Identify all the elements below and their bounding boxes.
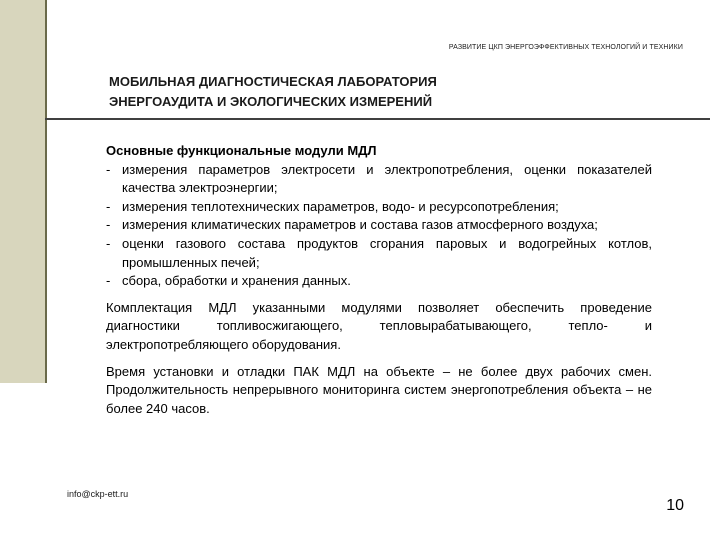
list-item: - измерения теплотехнических параметров, водо- и ресурсопотребления; [106,198,652,217]
title-line-1: МОБИЛЬНАЯ ДИАГНОСТИЧЕСКАЯ ЛАБОРАТОРИЯ [109,74,437,89]
list-item: - оценки газового состава продуктов сгорания паровых и водогрейных котлов, промышленных печей; [106,235,652,272]
page-number: 10 [666,497,684,514]
organization-header: РАЗВИТИЕ ЦКП ЭНЕРГОЭФФЕКТИВНЫХ ТЕХНОЛОГИЙ И ТЕХНИКИ [448,44,683,51]
paragraph-installation: Время установки и отладки ПАК МДЛ на объекте – не более двух рабочих смен. Продолжительность непрерывного мониторинга систем энергопотребления объекта – не более 240 часов. [106,363,652,416]
list-item: - измерения климатических параметров и состава газов атмосферного воздуха; [106,216,652,235]
slide-title [109,72,669,112]
side-decorative-band [0,0,47,383]
title-line-2: ЭНЕРГОАУДИТА И ЭКОЛОГИЧЕСКИХ ИЗМЕРЕНИЙ [109,94,433,109]
contact-email: info@ckp-ett.ru [67,489,129,499]
list-item: - сбора, обработки и хранения данных. [106,272,652,291]
paragraph-configuration: Комплектация МДЛ указанными модулями позволяет обеспечить проведение диагностики топливосжигающего, тепловырабатывающего, тепло- и электропотребляющего оборудования. [106,299,652,352]
module-list [106,161,652,291]
title-divider [45,118,710,120]
slide-content [106,142,652,418]
section-subtitle: Основные функциональные модули МДЛ [106,143,377,158]
list-item: - измерения параметров электросети и электропотребления, оценки показателей качества электроэнергии; [106,161,652,198]
